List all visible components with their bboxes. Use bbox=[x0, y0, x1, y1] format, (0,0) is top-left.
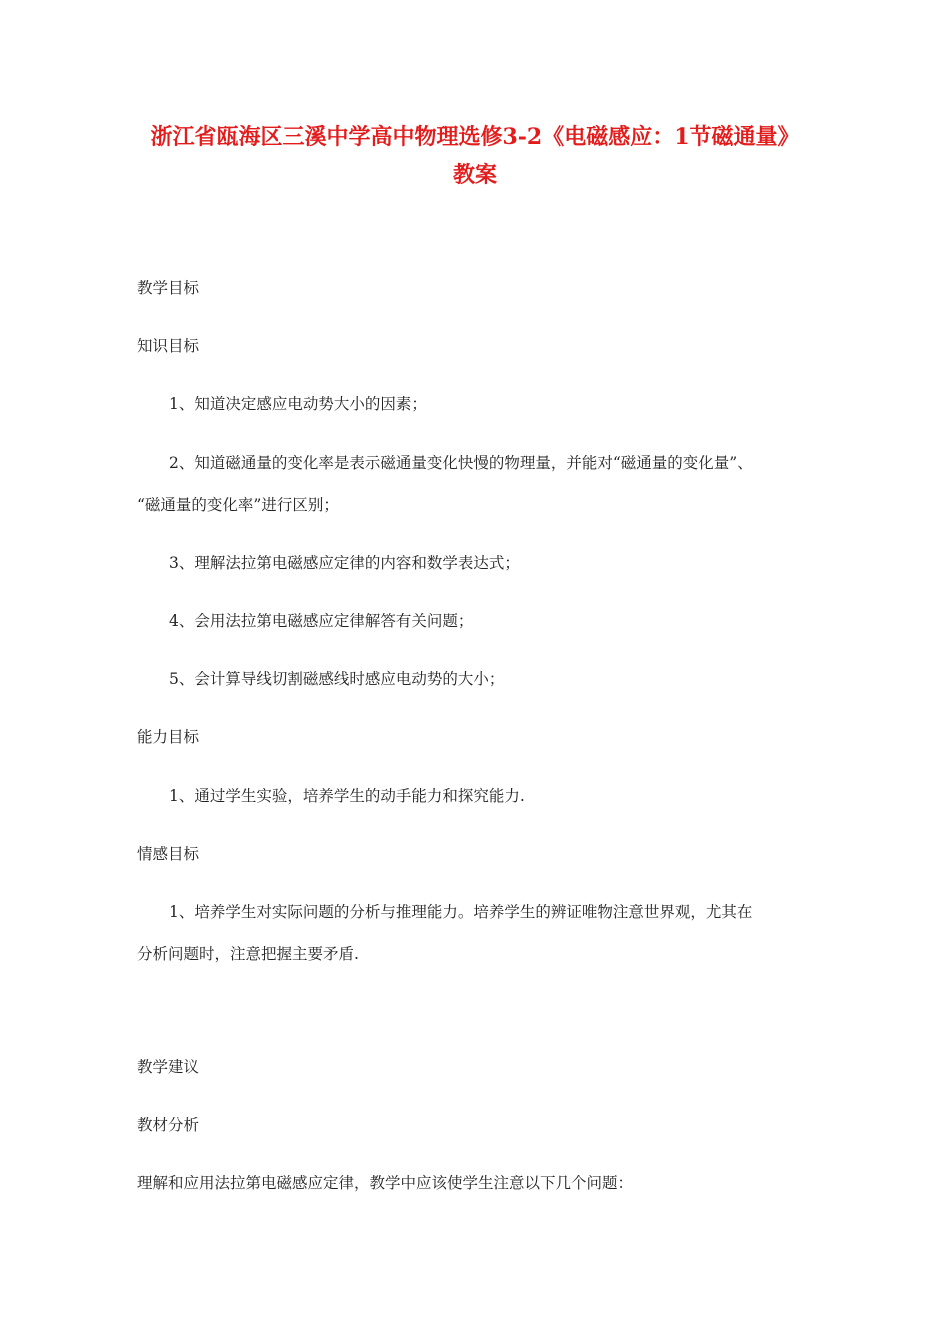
emotion-item-1-line2: 分析问题时，注意把握主要矛盾. bbox=[137, 945, 359, 963]
emotion-item-1-line1: 1、培养学生对实际问题的分析与推理能力。培养学生的辨证唯物注意世界观，尤其在 bbox=[169, 903, 753, 921]
heading-emotion-goals: 情感目标 bbox=[137, 845, 200, 863]
document-title-line1: 浙江省瓯海区三溪中学高中物理选修3-2《电磁感应：1节磁通量》 bbox=[150, 124, 800, 150]
material-paragraph-1: 理解和应用法拉第电磁感应定律，教学中应该使学生注意以下几个问题： bbox=[137, 1174, 634, 1192]
heading-teaching-suggestions: 教学建议 bbox=[137, 1058, 200, 1076]
heading-teaching-goals: 教学目标 bbox=[137, 279, 200, 297]
knowledge-item-2-line2: “磁通量的变化率”进行区别； bbox=[137, 496, 339, 514]
knowledge-item-1: 1、知道决定感应电动势大小的因素； bbox=[169, 395, 427, 413]
heading-material-analysis: 教材分析 bbox=[137, 1116, 200, 1134]
knowledge-item-5: 5、会计算导线切割磁感线时感应电动势的大小； bbox=[169, 670, 505, 688]
knowledge-item-4: 4、会用法拉第电磁感应定律解答有关问题； bbox=[169, 612, 474, 630]
heading-ability-goals: 能力目标 bbox=[137, 728, 200, 746]
ability-item-1: 1、通过学生实验，培养学生的动手能力和探究能力. bbox=[169, 787, 525, 805]
knowledge-item-3: 3、理解法拉第电磁感应定律的内容和数学表达式； bbox=[169, 554, 520, 572]
heading-knowledge-goals: 知识目标 bbox=[137, 337, 200, 355]
document-title-line2: 教案 bbox=[452, 162, 497, 188]
knowledge-item-2-line1: 2、知道磁通量的变化率是表示磁通量变化快慢的物理量，并能对“磁通量的变化量”、 bbox=[169, 454, 753, 472]
